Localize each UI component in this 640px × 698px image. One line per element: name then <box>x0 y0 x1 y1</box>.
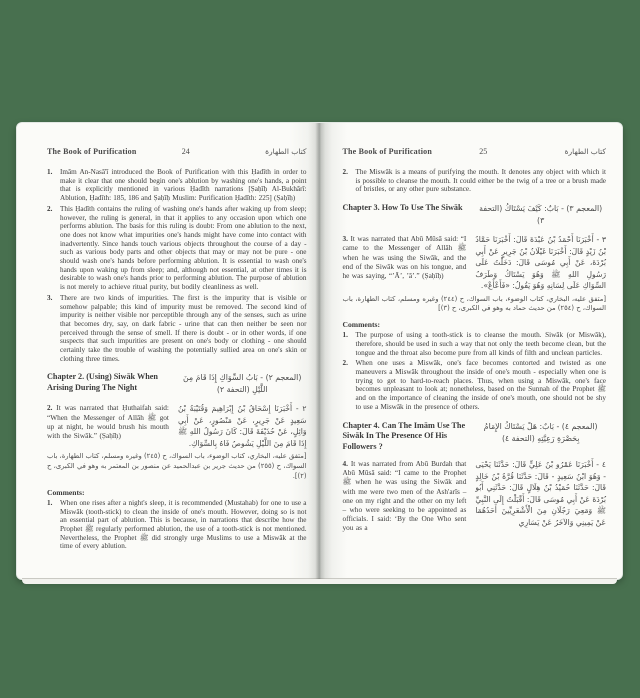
comments-label: Comments: <box>47 487 85 497</box>
hadith-2-english <box>47 403 169 449</box>
book-spread <box>17 123 622 579</box>
chapter-3-heading-english: Chapter 3. How To Use The Siwāk <box>342 203 463 213</box>
hadith-2-arabic: ٢ - أَخْبَرَنَا إِسْحَاقُ بْنُ إِبْرَاهِيمَ وَقُتَيْبَةُ بْنُ سَعِيدٍ عَنْ جَرِيرٍ، عَنْ مَنْصُورٍ، عَنْ أَبِي وَائِلٍ، عَنْ حُذَيْفَةَ قَالَ: كَانَ رَسُولُ اللهِ ﷺ إِذَا قَامَ مِنَ اللَّيْلِ يَشُوصُ فَاهُ بِالسِّوَاكِ. <box>177 404 307 448</box>
comment-item <box>343 359 607 411</box>
chapter-3-heading-arabic: (المعجم ٣) - بَابٌ: كَيْفَ يَسْتَاكُ (التحفة ٣) <box>479 204 603 226</box>
right-page-number: 25 <box>479 147 488 156</box>
comment-number: 1. <box>47 498 53 507</box>
hadith-3-row <box>343 234 607 292</box>
right-page-title: The Book of Purification <box>342 147 432 156</box>
right-page-arabic-header: كتاب الطهارة <box>564 147 606 156</box>
comment-text: This Ḥadīth contains the ruling of washing one's hands after waking up from sleep; however, the ruling is general, in that it applies to any occasion upon which one performs ablution. The basis for this ruling is doubt: From one ablution to the next, one does not know what impurities one's hands might have come into contact with inadvertently. Since hands touch various objects throughout the course of a day - such as various body parts and other objects that may or may not be pure - one should wash one's hands before performing ablution. It is essential to wash one's hands upon waking up from sleep; and, although not essential, at other times it is desirable to wash one's hands prior to performing ablution. The purpose of ablution is not merely to achieve ritual purity, but bodily cleanliness as well. <box>60 204 307 292</box>
comment-text: The Miswāk is a means of purifying the mouth. It denotes any object with which it is possible to cleanse the mouth. It could either be the twig of a tree or a brush made of bristles, or any other pure substance. <box>355 168 606 194</box>
left-page <box>17 123 320 579</box>
hadith-4-translation: It was narrated from Abū Burdah that Abū Mūsā said: “I came to the Prophet ﷺ when he was using the Siwāk and with me were two men of the Ash'arīs – one on my right and the other on my left – who were seeking to be appointed as officials. I said: ‘By the One Who sent you as a <box>342 459 467 533</box>
hadith-4-arabic: ٤ - أَخْبَرَنَا عَمْرُو بْنُ عَلِيٍّ قَالَ: حَدَّثَنَا يَحْيَى - وَهُوَ ابْنُ سَعِيدٍ - قَالَ: حَدَّثَنَا قُرَّةُ بْنُ خَالِدٍ قَالَ: حَدَّثَنَا حُمَيْدُ بْنُ هِلَالٍ قَالَ: حَدَّثَنِي أَبُو بُرْدَةَ عَنْ أَبِي مُوسَى قَالَ: أَقْبَلْتُ إِلَى النَّبِيِّ ﷺ وَمَعِيَ رَجُلَانِ مِنَ الْأَشْعَرِيِّينَ أَحَدُهُمَا عَنْ يَمِينِي وَالآخَرُ عَنْ يَسَارِي <box>475 460 606 527</box>
hadith-3-english <box>343 234 467 292</box>
comments-label: Comments: <box>342 320 381 330</box>
chapter-2-heading-arabic: (المعجم ٢) - بَابُ السِّوَاكِ إِذَا قَامَ مِنَ اللَّيْلِ (التحفة ٢) <box>183 373 302 395</box>
hadith-4-number: 4. <box>342 459 348 469</box>
hadith-4-row <box>343 459 607 533</box>
comment-text: When one rises after a night's sleep, it is recommended (Mustahab) for one to use a Miswāk (tooth-stick) to clean the inside of one's mouth. However, doing so is not an essential part of ablution. This is because, in narrations that describe how the Prophet ﷺ regularly performed ablution, the use of a tooth-stick is not mentioned. Nevertheless, the Prophet ﷺ did strongly urge Muslims to use a Miswāk at the time of every ablution. <box>60 498 307 551</box>
hadith-3-translation: It was narrated that Abū Mūsā said: “I came to the Messenger of Allāh ﷺ when he was using the Siwāk, and the end of the Siwāk was on his tongue, and he was saying, “’Ā’, ’ā’.” (Ṣaḥīḥ) <box>342 234 467 280</box>
comment-text: There are two kinds of impurities. The first is the impurity that is visible or somehow palpable; this kind of impurity must be removed. The second kind of impurity is neither visible nor perceptible through any of the senses, such as urine that becomes dry, say, on dark fabric - urine that can then neither be seen nor perceived through the sense of smell. If there is doubt - or in other words, if one suspects that such impurities are present on one's body or clothing - one should certainly take the trouble of washing the potentially sullied area on one's skin or clothing three times. <box>60 293 307 363</box>
right-page-header <box>343 147 607 156</box>
comment-number: 1. <box>342 331 348 340</box>
hadith-2-row <box>47 403 307 449</box>
comment-item <box>47 499 307 551</box>
carryover-comment-item <box>343 168 607 194</box>
left-page-arabic-header: كتاب الطهارة <box>265 147 307 156</box>
chapter-4-heading-arabic: (المعجم ٤) - بَابٌ: هَلْ يَسْتَاكُ الإِمَامُ بِحَضْرَةِ رَعِيَّتِهِ (التحفة ٤) <box>483 421 598 443</box>
chapter-3-heading-row <box>343 203 607 227</box>
chapter-4-heading-row <box>343 421 607 453</box>
chapter-4-heading-english: Chapter 4. Can The Imām Use The Siwāk In The Presence Of His Followers ? <box>342 420 466 451</box>
comment-item <box>343 331 607 357</box>
comment-text: Imām An-Nasā'ī introduced the Book of Purification with this Ḥadīth in order to make it clear that one should begin one's ablution by washing one's hands, a point that is explicitly mentioned in various Ḥadīth narrations [Ṣaḥīḥ Al-Bukhārī: Ablution, Ḥadīth: 185, 186 and Ṣaḥīḥ Muslim: Purification Ḥadīth: 225] (Ṣaḥīḥ) <box>60 168 307 203</box>
hadith-2-takhrij: [متفق عليه، البخاري، كتاب الوضوء، باب السواك، ح (٢٤٥) وغيره ومسلم، كتاب الطهارة، باب السواك، ح (٢٥٥) من حديث جرير بن عبدالحميد عن منصور بن المعتمر به وهو في الكبرى، ح (٢)]. <box>47 452 307 481</box>
chapter-2-heading-row <box>47 372 307 396</box>
hadith-2-translation: It was narrated that Ḥuthaifah said: “When the Messenger of Allāh ﷺ got up at night, he would brush his mouth with the Siwāk.” (Ṣaḥīḥ) <box>47 403 169 441</box>
chapter-2-heading-english: Chapter 2. (Using) Siwāk When Arising During The Night <box>47 372 158 392</box>
hadith-3-takhrij: [متفق عليه، البخاري، كتاب الوضوء، باب السواك، ح (٢٤٤) وغيره ومسلم، كتاب الطهارة، باب السواك، ح (٢٥٤) من حديث حماد به وهو في الكبرى، ح (٣)] <box>342 294 606 313</box>
hadith-4-english <box>343 459 467 533</box>
comment-number: 3. <box>47 293 53 302</box>
hadith-3-number: 3. <box>342 234 348 244</box>
right-page <box>320 123 623 579</box>
left-page-header <box>47 147 307 156</box>
left-page-title: The Book of Purification <box>47 147 137 156</box>
comment-number: 2. <box>342 359 348 368</box>
comment-number: 2. <box>342 168 348 176</box>
comment-text: The purpose of using a tooth-stick is to cleanse the mouth. Siwāk (or Miswāk), therefore, should be used in such a way that not only the teeth become clean, but the tongue and the throat also become pure from all kinds of filth and unclean particles. <box>355 331 606 357</box>
left-page-number: 24 <box>181 147 190 156</box>
comment-number: 2. <box>47 204 53 213</box>
hadith-3-arabic: ٣ - أَخْبَرَنَا أَحْمَدُ بْنُ عَبْدَةَ قَالَ: أَخْبَرَنَا حَمَّادُ بْنُ زَيْدٍ قَالَ: أَخْبَرَنَا غَيْلَانُ بْنُ جَرِيرٍ عَنْ أَبِي بُرْدَةَ، عَنْ أَبِي مُوسَى قَالَ: دَخَلْتُ عَلَى رَسُولِ اللهِ ﷺ وَهُوَ يَسْتَاكُ وَطَرَفُ السِّوَاكِ عَلَى لِسَانِهِ وَهُوَ يَقُولُ: «فَأَعْأَعْ». <box>475 235 606 291</box>
intro-comment-item <box>47 294 307 364</box>
hadith-2-number: 2. <box>47 403 53 413</box>
comment-text: When one uses a Miswāk, one's face becomes contorted and twisted as one maneuvers a Miswāk throughout the inside of one's mouth - especially when one is trying to get to hard-to-reach places. Thus, when using a Miswāk, one's face becomes unpleasant to look at; nonetheless, based on the Sunnah of the Prophet ﷺ and on the importance of cleaning the inside of one's mouth, one should not be shy to use a Miswāk in the presence of others. <box>355 359 606 411</box>
intro-comment-item <box>47 168 307 203</box>
comment-number: 1. <box>47 168 53 176</box>
intro-comment-item <box>47 205 307 292</box>
